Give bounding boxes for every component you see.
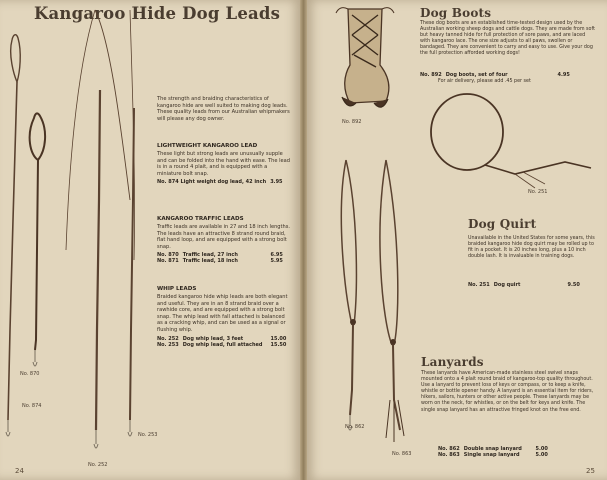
dog-boot-illustration (330, 5, 400, 125)
product-line (438, 452, 548, 458)
page-number-left: 24 (15, 467, 24, 475)
dog-quirt-title: Dog Quirt (468, 217, 537, 231)
product-price: 5.00 (535, 452, 548, 458)
dog-boots-product (420, 72, 570, 78)
product-price: 5.95 (270, 258, 283, 265)
section-heading: KANGAROO TRAFFIC LEADS (157, 216, 244, 222)
product-code: No. 892 (420, 72, 442, 78)
product-desc: Dog whip lead, full attached (182, 341, 263, 348)
caption-251: No. 251 (528, 189, 548, 195)
product-desc: Single snap lanyard (463, 452, 520, 458)
caption-870: No. 870 (20, 371, 40, 377)
lanyards-products (438, 446, 548, 458)
product-code: No. 871 (157, 258, 179, 265)
air-delivery-note: For air delivery, please add .45 per set (438, 79, 531, 84)
product-desc: Double snap lanyard (463, 446, 522, 452)
dog-boots-text: These dog boots are an established time-tested design used by the Australian working sheep dogs and cattle dogs. They are made from soft but heavy tanned hide for full protection of sore paws, and are laced with kangaroo lace. The one size adjusts to all paws, swollen or bandaged. They are convenient to carry and easy to use. Give your dog the full protection afforded working dogs! (420, 21, 595, 57)
section-whip-leads (157, 286, 292, 348)
caption-253: No. 253 (138, 432, 158, 438)
product-price: 15.00 (270, 335, 287, 342)
dog-boots-title: Dog Boots (420, 6, 492, 20)
dog-quirt-product (468, 282, 580, 288)
section-traffic (157, 216, 292, 264)
product-price: 9.50 (567, 282, 580, 288)
product-line (157, 258, 292, 264)
page-number-right: 25 (586, 467, 595, 475)
product-desc: Traffic lead, 27 inch (182, 252, 238, 259)
caption-863: No. 863 (392, 451, 412, 457)
left-page-title: Kangaroo Hide Dog Leads (34, 4, 281, 23)
product-desc: Dog boots, set of four (445, 72, 508, 78)
section-heading: LIGHTWEIGHT KANGAROO LEAD (157, 143, 258, 149)
product-line (157, 342, 292, 348)
caption-892: No. 892 (342, 119, 362, 125)
product-desc: Dog whip lead, 3 feet (182, 335, 244, 342)
section-lightweight (157, 143, 292, 185)
product-desc: Dog quirt (493, 282, 521, 288)
leads-intro: The strength and braiding characteristics of kangaroo hide are well suited to making dog leads. These quality leads from our Australian whipmakers will please any dog owner. (157, 96, 290, 122)
section-text: These light but strong leads are unusually supple and can be folded into the hand with ease. The lead is in a round 4 plait, and is equipped with a miniature bolt snap. (157, 151, 290, 177)
lanyards-title: Lanyards (421, 355, 484, 369)
dog-quirt-text: Unavailable in the United States for some years, this braided kangaroo hide dog quirt may be rolled up to fit in a pocket. It is 20 inches long, plus a 10 inch double lash. It is invaluable in training dogs. (468, 236, 595, 260)
product-price: 6.95 (270, 252, 283, 259)
section-heading: WHIP LEADS (157, 286, 197, 292)
product-price: 15.50 (270, 341, 287, 348)
product-desc: Traffic lead, 18 inch (182, 258, 238, 265)
caption-252: No. 252 (88, 462, 108, 468)
product-price: 3.95 (270, 179, 283, 186)
product-code: No. 874 (157, 179, 179, 186)
caption-862: No. 862 (345, 424, 365, 430)
product-code: No. 251 (468, 282, 490, 288)
lanyards-illustration (330, 150, 420, 450)
caption-874: No. 874 (22, 403, 42, 409)
section-text: Traffic leads are available in 27 and 18 inch lengths. The leads have an attractive 8 strand round braid, flat hand loop, and are equipped with a strong bolt snap. (157, 224, 291, 250)
product-price: 4.95 (557, 72, 570, 78)
product-code: No. 863 (438, 452, 460, 458)
product-code: No. 252 (157, 335, 179, 342)
dog-quirt-illustration (415, 90, 605, 200)
product-code: No. 253 (157, 341, 179, 348)
product-desc: Light weight dog lead, 42 inch (180, 179, 267, 186)
book-gutter (300, 0, 307, 480)
section-text: Braided kangaroo hide whip leads are both elegant and useful. They are in an 8 strand braid over a rawhide core, and are equipped with a strong bolt snap. The whip lead with fall attached is balanced as a cracking whip, and can be used as a signal or flushing whip. (157, 294, 288, 333)
product-code: No. 862 (438, 446, 460, 452)
product-price: 5.00 (535, 446, 548, 452)
product-code: No. 870 (157, 252, 179, 259)
lanyards-text: These lanyards have American-made stainless steel swivel snaps mounted onto a 4 plait round braid of kangaroo-top quality throughout. Use a lanyard to prevent loss of keys or compass, or to keep a knife, whistle or bottle opener handy. A lanyard is an essential item for riders, hikers, sailors, hunters or other active people. These lanyards may be worn on the neck, for whistles, or on the belt for keys and knife. The single snap lanyard has an attractive fringed knot on the free end. (421, 371, 594, 413)
product-line (157, 179, 292, 185)
